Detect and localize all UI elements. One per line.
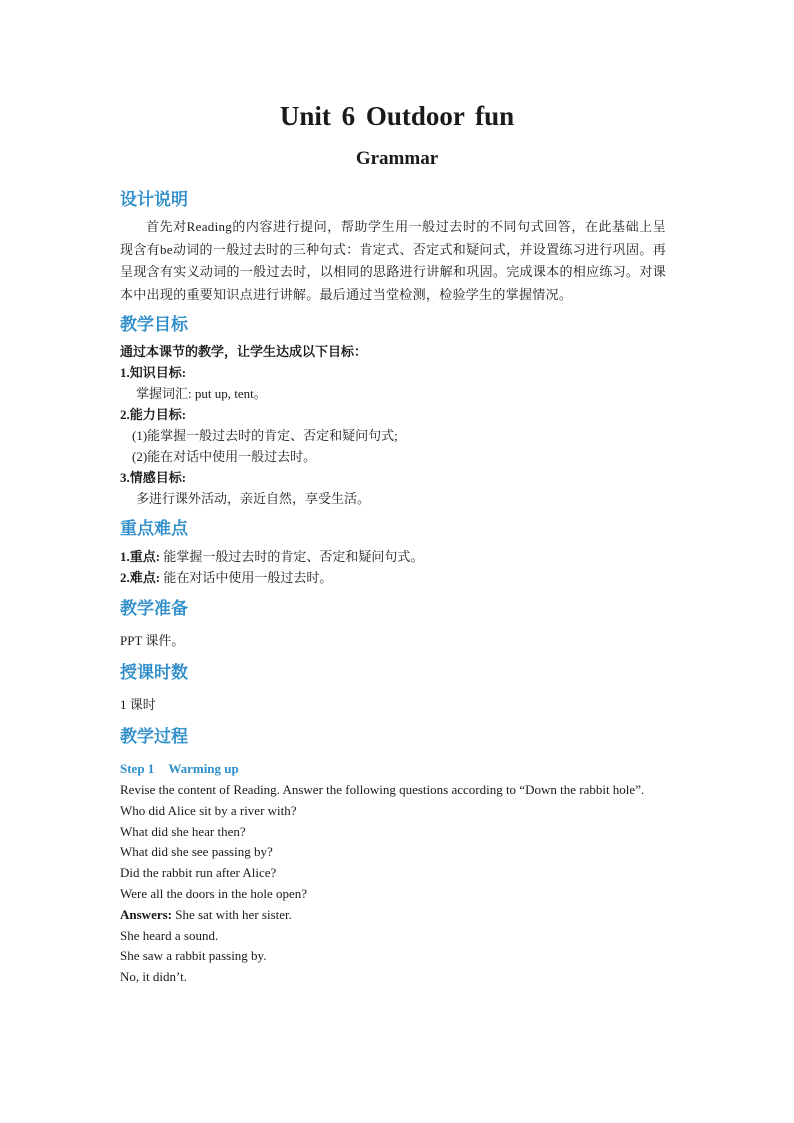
key-point-2-text: 能在对话中使用一般过去时。 (160, 570, 333, 585)
knowledge-goal-label: 1.知识目标: (120, 365, 187, 380)
ability-goal-item-1: (1)能掌握一般过去时的肯定、否定和疑问句式; (132, 428, 398, 443)
step-name: Warming up (168, 761, 239, 776)
section-heading-process: 教学过程 (120, 727, 188, 747)
document-title: Unit 6 Outdoor fun (279, 101, 515, 131)
answer-3: She saw a rabbit passing by. (120, 948, 267, 964)
question-3: What did she see passing by? (120, 844, 273, 860)
answer-1: She sat with her sister. (172, 906, 292, 922)
emotion-goal-text: 多进行课外活动，亲近自然，享受生活。 (136, 491, 371, 506)
section-heading-key-points: 重点难点 (120, 519, 188, 539)
ability-goal-label: 2.能力目标: (120, 407, 187, 422)
hours-text: 1 课时 (120, 697, 156, 712)
section-heading-goals: 教学目标 (120, 315, 188, 335)
design-paragraph: 首先对Reading的内容进行提问，帮助学生用一般过去时的不同句式回答，在此基础上呈现含有be动词的一般过去时的三种句式：肯定式、否定式和疑问式，并设置练习进行巩固。再呈现含有实义动词的一般过去时，以相同的思路进行讲解和巩固。完成课本的相应练习。对课本中出现的重要知识点进行讲解。最后通过当堂检测，检验学生的掌握情况。 (120, 219, 666, 302)
answers-first-line (120, 905, 666, 926)
document-subtitle: Grammar (355, 148, 439, 169)
answer-2: She heard a sound. (120, 927, 219, 943)
knowledge-goal-text: 掌握词汇: put up, tent。 (136, 386, 267, 401)
preparation-text: PPT 课件。 (120, 633, 185, 648)
step-number: Step 1 (120, 761, 155, 776)
key-point-2-label: 2.难点: (120, 570, 161, 585)
emotion-goal-label: 3.情感目标: (120, 470, 187, 485)
goals-intro: 通过本课节的教学，让学生达成以下目标： (120, 344, 368, 359)
question-1: Who did Alice sit by a river with? (120, 802, 297, 818)
section-heading-preparation: 教学准备 (120, 599, 188, 619)
answers-label: Answers: (120, 906, 172, 922)
question-2: What did she hear then? (120, 823, 246, 839)
ability-goal-item-2: (2)能在对话中使用一般过去时。 (132, 449, 317, 464)
answer-4: No, it didn’t. (120, 969, 187, 985)
step-1-intro: Revise the content of Reading. Answer the following questions according to “Down the rabbit hole”. (120, 782, 645, 797)
key-point-1-label: 1.重点: (120, 549, 161, 564)
question-4: Did the rabbit run after Alice? (120, 865, 277, 881)
document-body (120, 188, 666, 988)
step-1-heading (120, 758, 666, 780)
question-5: Were all the doors in the hole open? (120, 885, 308, 901)
key-point-1-text: 能掌握一般过去时的肯定、否定和疑问句式。 (160, 549, 424, 564)
key-point-2 (120, 567, 666, 588)
key-point-1 (120, 546, 666, 567)
section-heading-design: 设计说明 (120, 190, 188, 210)
section-heading-hours: 授课时数 (120, 663, 188, 683)
